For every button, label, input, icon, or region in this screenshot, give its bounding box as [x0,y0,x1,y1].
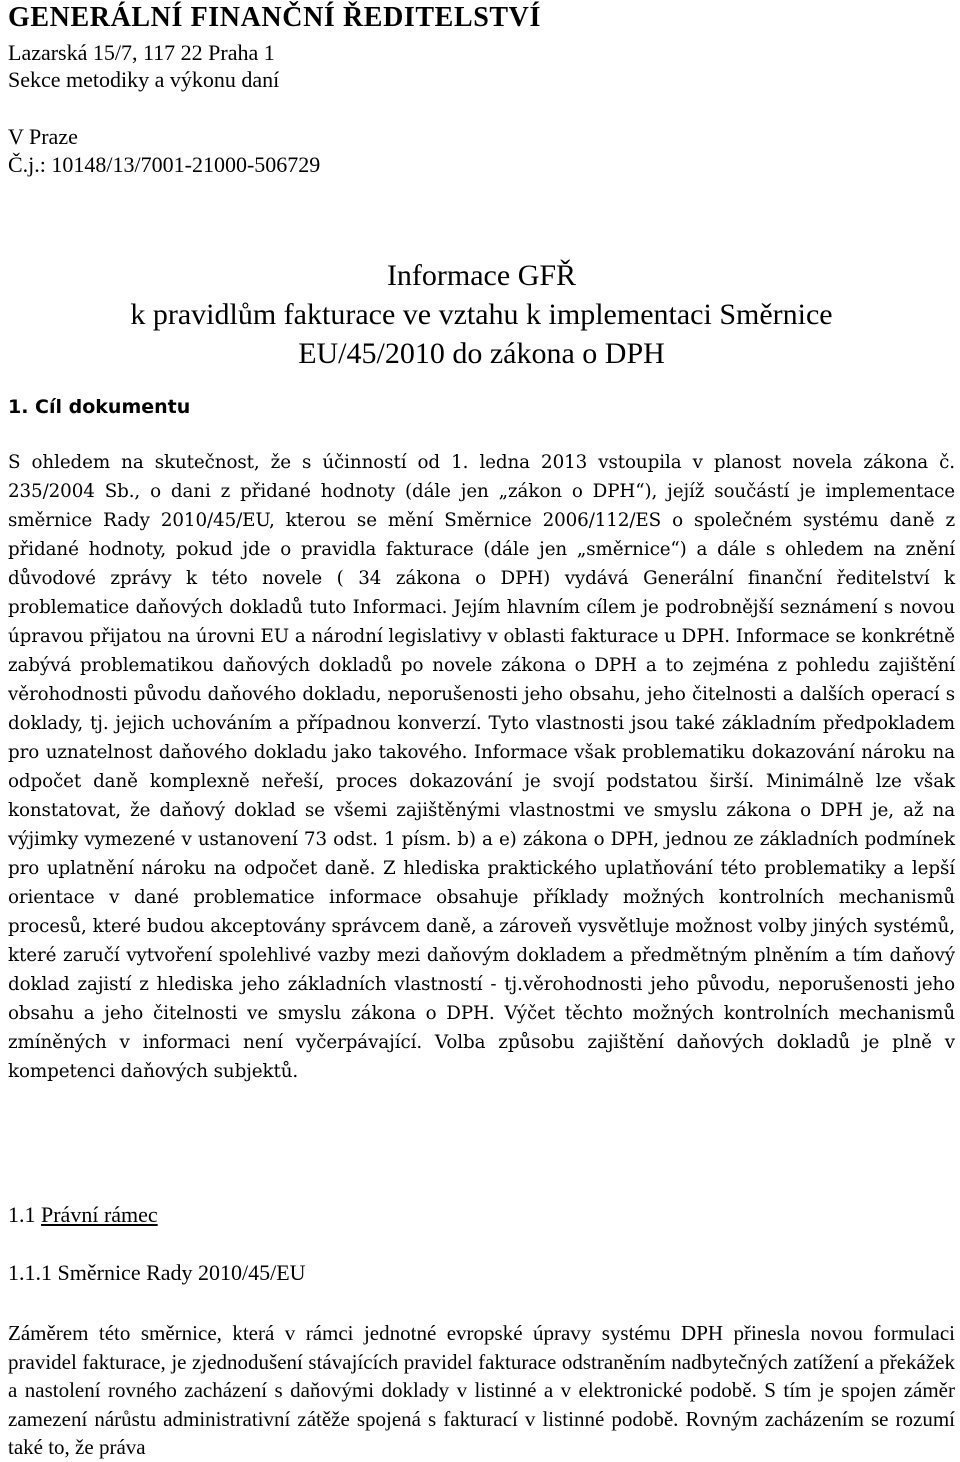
section-1-heading: 1. Cíl dokumentu [8,396,191,418]
organization-address: Lazarská 15/7, 117 22 Praha 1 [8,40,275,65]
section-1-paragraph: S ohledem na skutečnost, že s účinností od 1. ledna 2013 vstoupila v planost novela zákona č. 235/2004 Sb., o dani z přidané hodnoty (dále jen „zákon o DPH“), jejíž součástí je implementace směrnice Rady 2010/45/EU, kterou se mění Směrnice 2006/112/ES o společném systému daně z přidané hodnoty, pokud jde o pravidla fakturace (dále jen „směrnice“) a dále s ohledem na znění důvodové zprávy k této novele ( 34 zákona o DPH) vydává Generální finanční ředitelství k problematice daňových dokladů tuto Informaci. Jejím hlavním cílem je podrobnější seznámení s novou úpravou přijatou na úrovni EU a národní legislativy v oblasti fakturace u DPH. Informace se konkrétně zabývá problematikou daňových dokladů po novele zákona o DPH a to zejména z pohledu zajištění věrohodnosti původu daňového dokladu, neporušenosti jeho obsahu, jeho čitelnosti a dalších operací s doklady, tj. jejich uchováním a případnou konverzí. Tyto vlastnosti jsou také základním předpokladem pro uznatelnost daňového dokladu jako takového. Informace však problematiku dokazování nároku na odpočet daně komplexně neřeší, proces dokazování je svojí podstatou širší. Minimálně lze však konstatovat, že daňový doklad se všemi zajištěnými vlastnostmi ve smyslu zákona o DPH je, až na výjimky vymezené v ustanovení 73 odst. 1 písm. b) a e) zákona o DPH, jednou ze základních podmínek pro uplatnění nároku na odpočet daně. Z hlediska praktického uplatňování této problematiky a lepší orientace v dané problematice informace obsahuje příklady možných kontrolních mechanismů procesů, které budou akceptovány správcem daně, a zároveň vysvětluje možnost volby jiných systémů, které zaručí vytvoření spolehlivé vazby mezi daňovým dokladem a předmětným plněním a tím daňový doklad zajistí z hlediska jeho základních vlastností - tj.věrohodnosti jeho původu, neporušenosti jeho obsahu a jeho čitelnosti ve smyslu zákona o DPH. Výčet těchto možných kontrolních mechanismů zmíněných v informaci není vyčerpávající. Volba způsobu zajištění daňových dokladů je plně v kompetenci daňových subjektů. [8,452,955,1082]
section-1-1-1-heading: 1.1.1 Směrnice Rady 2010/45/EU [8,1260,306,1285]
organization-name: GENERÁLNÍ FINANČNÍ ŘEDITELSTVÍ [8,2,541,33]
title-line-1: Informace GFŘ [386,259,577,292]
section-1-1-1-paragraph: Záměrem této směrnice, která v rámci jednotné evropské úpravy systému DPH přinesla novou formulaci pravidel fakturace, je zjednodušení stávajících pravidel fakturace odstraněním nadbytečných zatížení a překážek a nastolení rovného zacházení s daňovými doklady v listinné a v elektronické podobě. S tím je spojen záměr zamezení nárůstu administrativní zátěže spojená s fakturací v listinné podobě. Rovným zacházením se rozumí také to, že práva [8,1321,955,1460]
section-1-1-title: Právní rámec [41,1202,158,1227]
reference-number: Č.j.: 10148/13/7001-21000-506729 [8,152,321,177]
document-title [8,256,955,373]
title-line-2: k pravidlům fakturace ve vztahu k implementaci Směrnice [130,298,833,331]
title-line-3: EU/45/2010 do zákona o DPH [298,337,665,370]
department-name: Sekce metodiky a výkonu daní [8,67,280,92]
place-line: V Praze [8,124,78,149]
section-1-1-number: 1.1 [8,1202,36,1227]
section-1-1-heading [8,1202,158,1228]
